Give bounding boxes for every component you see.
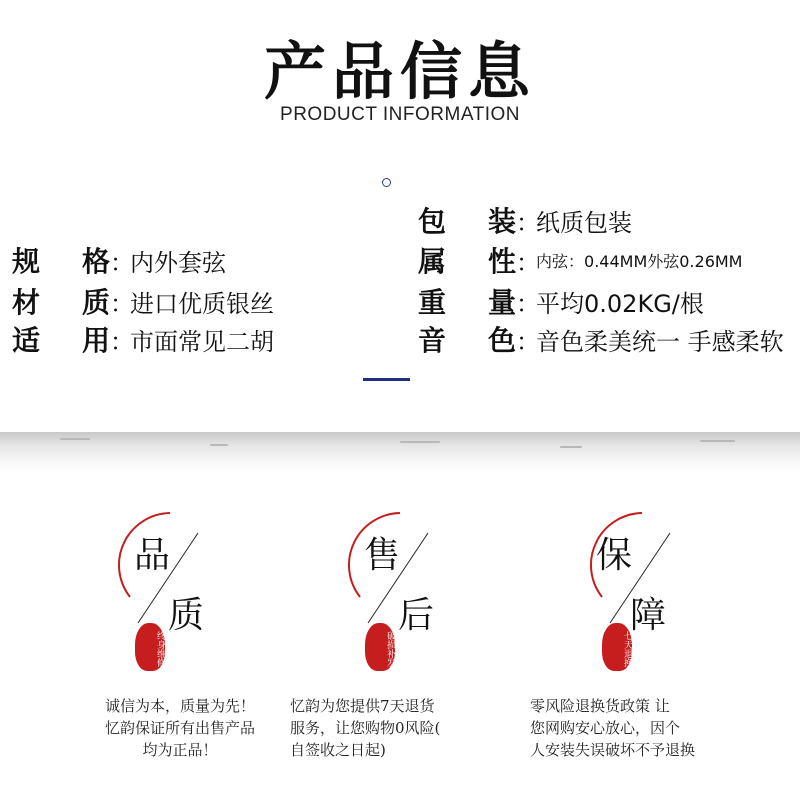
spec-separator: ： [110,327,135,356]
guarantee-card-quality [100,505,300,785]
guarantee-card-aftersales [290,505,530,785]
spec-row-property [418,240,743,280]
spec-row-weight [418,281,704,321]
spec-key-char: 量 [488,286,517,319]
guarantee-card-assurance [530,505,772,785]
red-seal-stamp: 七天退换 [602,623,632,671]
spec-key-char: 装 [488,205,517,238]
guarantee-description [60,695,300,761]
spec-key-char: 格 [82,245,111,278]
guarantee-char-secondary: 质 [168,595,205,636]
guarantee-char-secondary: 后 [398,595,435,636]
spec-separator: ： [516,248,541,277]
spec-key-char: 适 [12,324,41,357]
spec-separator: ： [110,248,135,277]
guarantee-char-secondary: 障 [630,595,667,636]
paper-texture-divider [0,432,800,472]
spec-value: 进口优质银丝 [130,289,275,318]
spec-value: 内外套弦 [130,248,227,277]
guarantee-char-primary: 售 [364,535,401,576]
guarantee-description [530,695,750,761]
spec-separator: ： [516,289,541,318]
page-title: 产品信息 [263,35,536,108]
description-line: 服务，让您购物0风险( [290,719,441,737]
spec-row-material [12,281,274,321]
spec-row-packaging [418,200,632,240]
spec-value: 内弦：0.44MM外弦0.26MM [536,251,743,271]
section-underline [363,378,410,381]
red-seal-stamp: 终身维修 [135,623,165,671]
spec-value: 平均0.02KG/根 [536,289,704,318]
description-line: 零风险退换货政策 让 [530,697,670,715]
spec-key-char: 色 [488,324,517,357]
spec-key-char: 音 [418,324,447,357]
spec-value: 音色柔美统一 手感柔软 [536,327,784,356]
guarantee-char-primary: 品 [134,535,171,576]
spec-key-char: 规 [12,245,41,278]
spec-value: 市面常见二胡 [130,327,275,356]
description-line: 诚信为本，质量为先！ [104,697,255,715]
spec-separator: ： [516,208,541,237]
spec-row-tone [418,319,784,359]
description-line: 您网购安心放心，因个 [530,719,681,737]
description-line: 忆韵为您提供7天退货 [290,697,435,715]
page-subtitle: PRODUCT INFORMATION [280,104,520,125]
spec-separator: ： [110,289,135,318]
spec-row-specification [12,240,226,280]
spec-key-char: 性 [488,245,517,278]
spec-key-char: 质 [82,286,111,319]
description-line: 自签收之日起) [290,741,386,759]
spec-key-char: 材 [12,286,41,319]
spec-separator: ： [516,327,541,356]
description-line: 忆韵保证所有出售产品 [104,719,255,737]
description-line: 均为正品！ [142,741,218,759]
description-line: 人安装失误破坏不予退换 [530,741,696,759]
spec-value: 纸质包装 [536,208,633,237]
spec-key-char: 用 [82,324,111,357]
spec-row-applicable [12,319,274,359]
red-seal-stamp: 破损补发 [365,623,395,671]
guarantee-char-primary: 保 [596,535,633,576]
decorative-circle-icon [382,178,391,187]
spec-key-char: 包 [418,205,447,238]
spec-key-char: 重 [418,286,447,319]
spec-key-char: 属 [418,245,447,278]
guarantee-description [290,695,530,761]
